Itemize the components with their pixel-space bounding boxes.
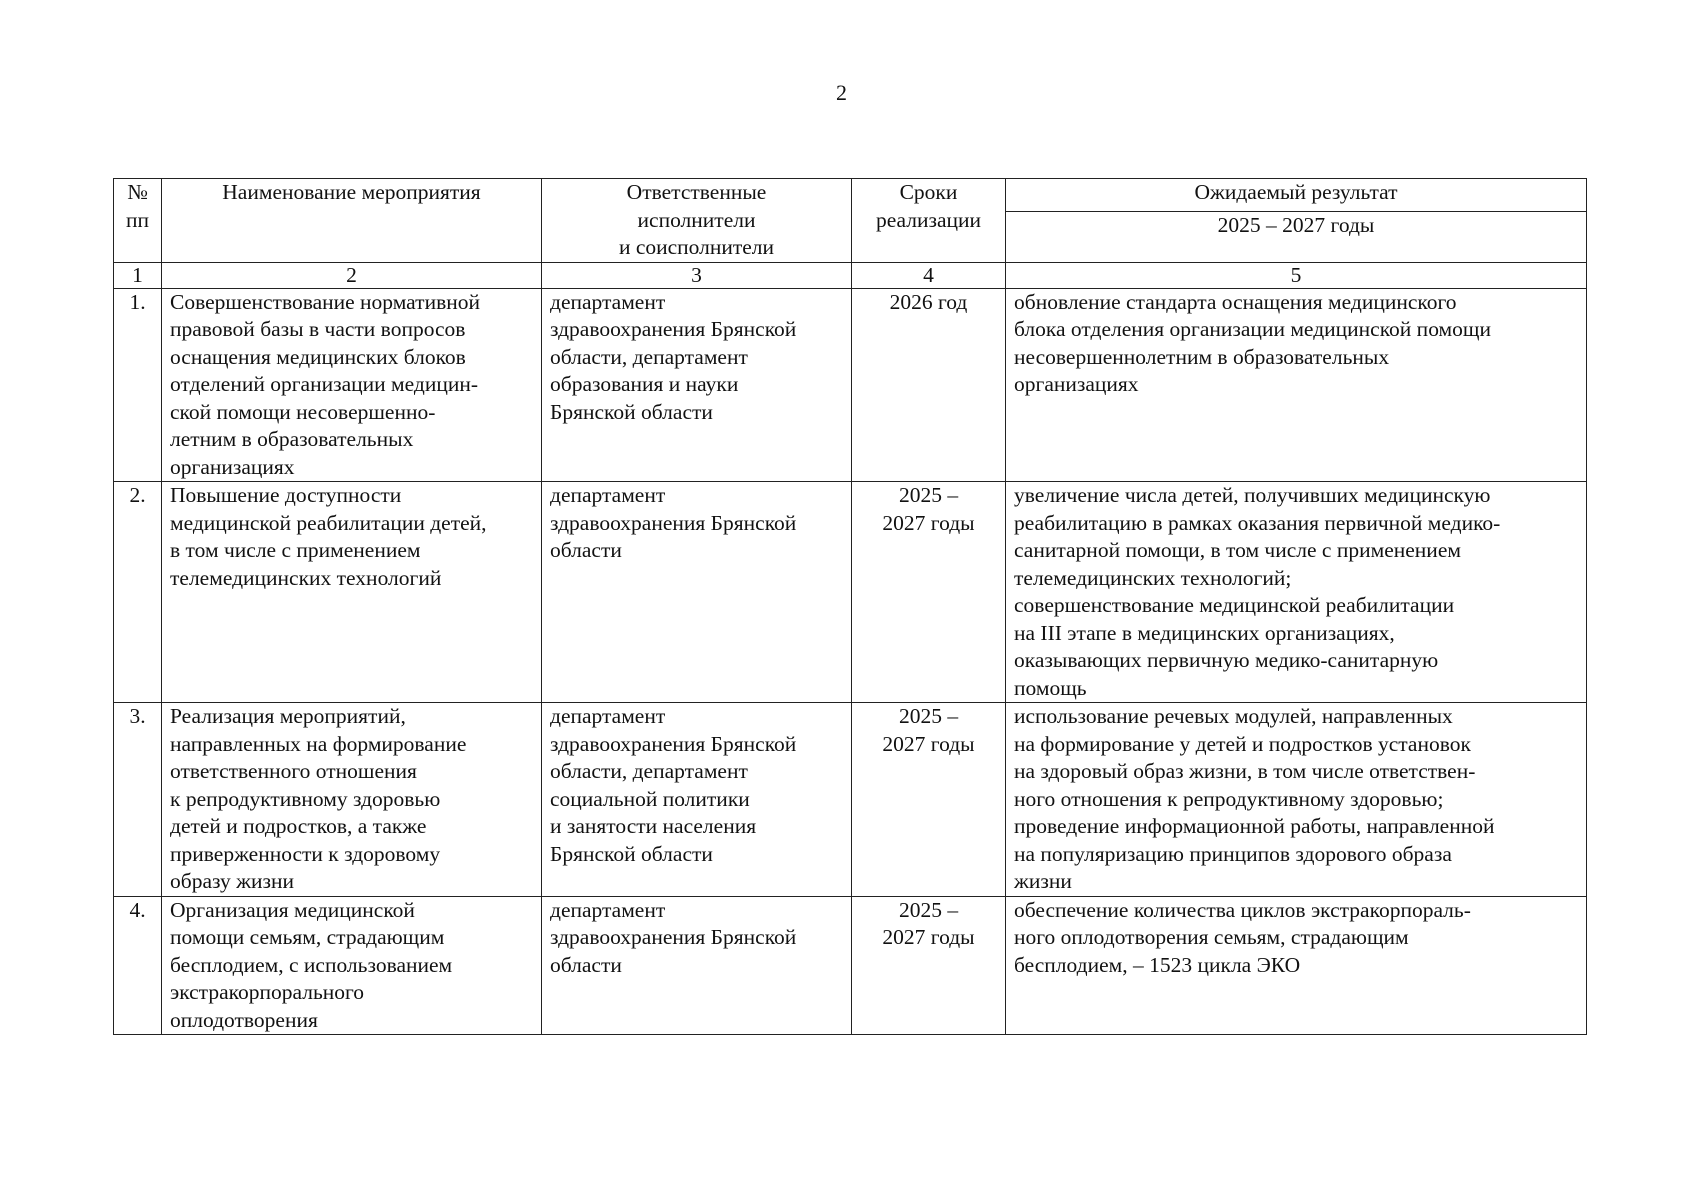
header-terms: Сроки реализации: [852, 179, 1006, 263]
activity-name: Повышение доступности медицинской реабилитации детей, в том числе с применением телемедицинских технологий: [162, 482, 542, 703]
responsible-executors: департамент здравоохранения Брянской области: [542, 482, 852, 703]
responsible-executors: департамент здравоохранения Брянской области, департамент социальной политики и занятости населения Брянской области: [542, 703, 852, 897]
header-num: № пп: [114, 179, 162, 263]
table-row: [114, 703, 1587, 897]
implementation-terms: 2025 – 2027 годы: [852, 482, 1006, 703]
header-row: [114, 179, 1587, 212]
column-number: 4: [852, 262, 1006, 288]
column-number: 3: [542, 262, 852, 288]
table-row: [114, 896, 1587, 1035]
table-row: [114, 482, 1587, 703]
row-number: 2.: [114, 482, 162, 703]
column-number: 1: [114, 262, 162, 288]
header-result-period: 2025 – 2027 годы: [1006, 211, 1587, 262]
column-number: 2: [162, 262, 542, 288]
page-number: 2: [836, 80, 847, 105]
row-number: 3.: [114, 703, 162, 897]
activity-name: Реализация мероприятий, направленных на формирование ответственного отношения к репродуктивному здоровью детей и подростков, а также приверженности к здоровому образу жизни: [162, 703, 542, 897]
implementation-terms: 2025 – 2027 годы: [852, 703, 1006, 897]
action-plan-table: [113, 178, 1587, 1035]
expected-result: использование речевых модулей, направленных на формирование у детей и подростков установок на здоровый образ жизни, в том числе ответствен- ного отношения к репродуктивному здоровью; проведение информационной работы, направленной на популяризацию принципов здорового образа жизни: [1006, 703, 1587, 897]
expected-result: увеличение числа детей, получивших медицинскую реабилитацию в рамках оказания первичной медико- санитарной помощи, в том числе с применением телемедицинских технологий; совершенствование медицинской реабилитации на III этапе в медицинских организациях, оказывающих первичную медико-санитарную помощь: [1006, 482, 1587, 703]
column-number: 5: [1006, 262, 1587, 288]
row-number: 1.: [114, 288, 162, 482]
table-row: [114, 288, 1587, 482]
column-number-row: [114, 262, 1587, 288]
activity-name: Совершенствование нормативной правовой базы в части вопросов оснащения медицинских блоков отделений организации медицин- ской помощи несовершенно- летним в образовательных организациях: [162, 288, 542, 482]
expected-result: обеспечение количества циклов экстракорпораль- ного оплодотворения семьям, страдающим бесплодием, – 1523 цикла ЭКО: [1006, 896, 1587, 1035]
header-result: Ожидаемый результат: [1006, 179, 1587, 212]
header-responsible: Ответственные исполнители и соисполнители: [542, 179, 852, 263]
row-number: 4.: [114, 896, 162, 1035]
implementation-terms: 2026 год: [852, 288, 1006, 482]
expected-result: обновление стандарта оснащения медицинского блока отделения организации медицинской помощи несовершеннолетним в образовательных организациях: [1006, 288, 1587, 482]
implementation-terms: 2025 – 2027 годы: [852, 896, 1006, 1035]
header-name: Наименование мероприятия: [162, 179, 542, 263]
activity-name: Организация медицинской помощи семьям, страдающим бесплодием, с использованием экстракорпорального оплодотворения: [162, 896, 542, 1035]
responsible-executors: департамент здравоохранения Брянской области, департамент образования и науки Брянской области: [542, 288, 852, 482]
responsible-executors: департамент здравоохранения Брянской области: [542, 896, 852, 1035]
